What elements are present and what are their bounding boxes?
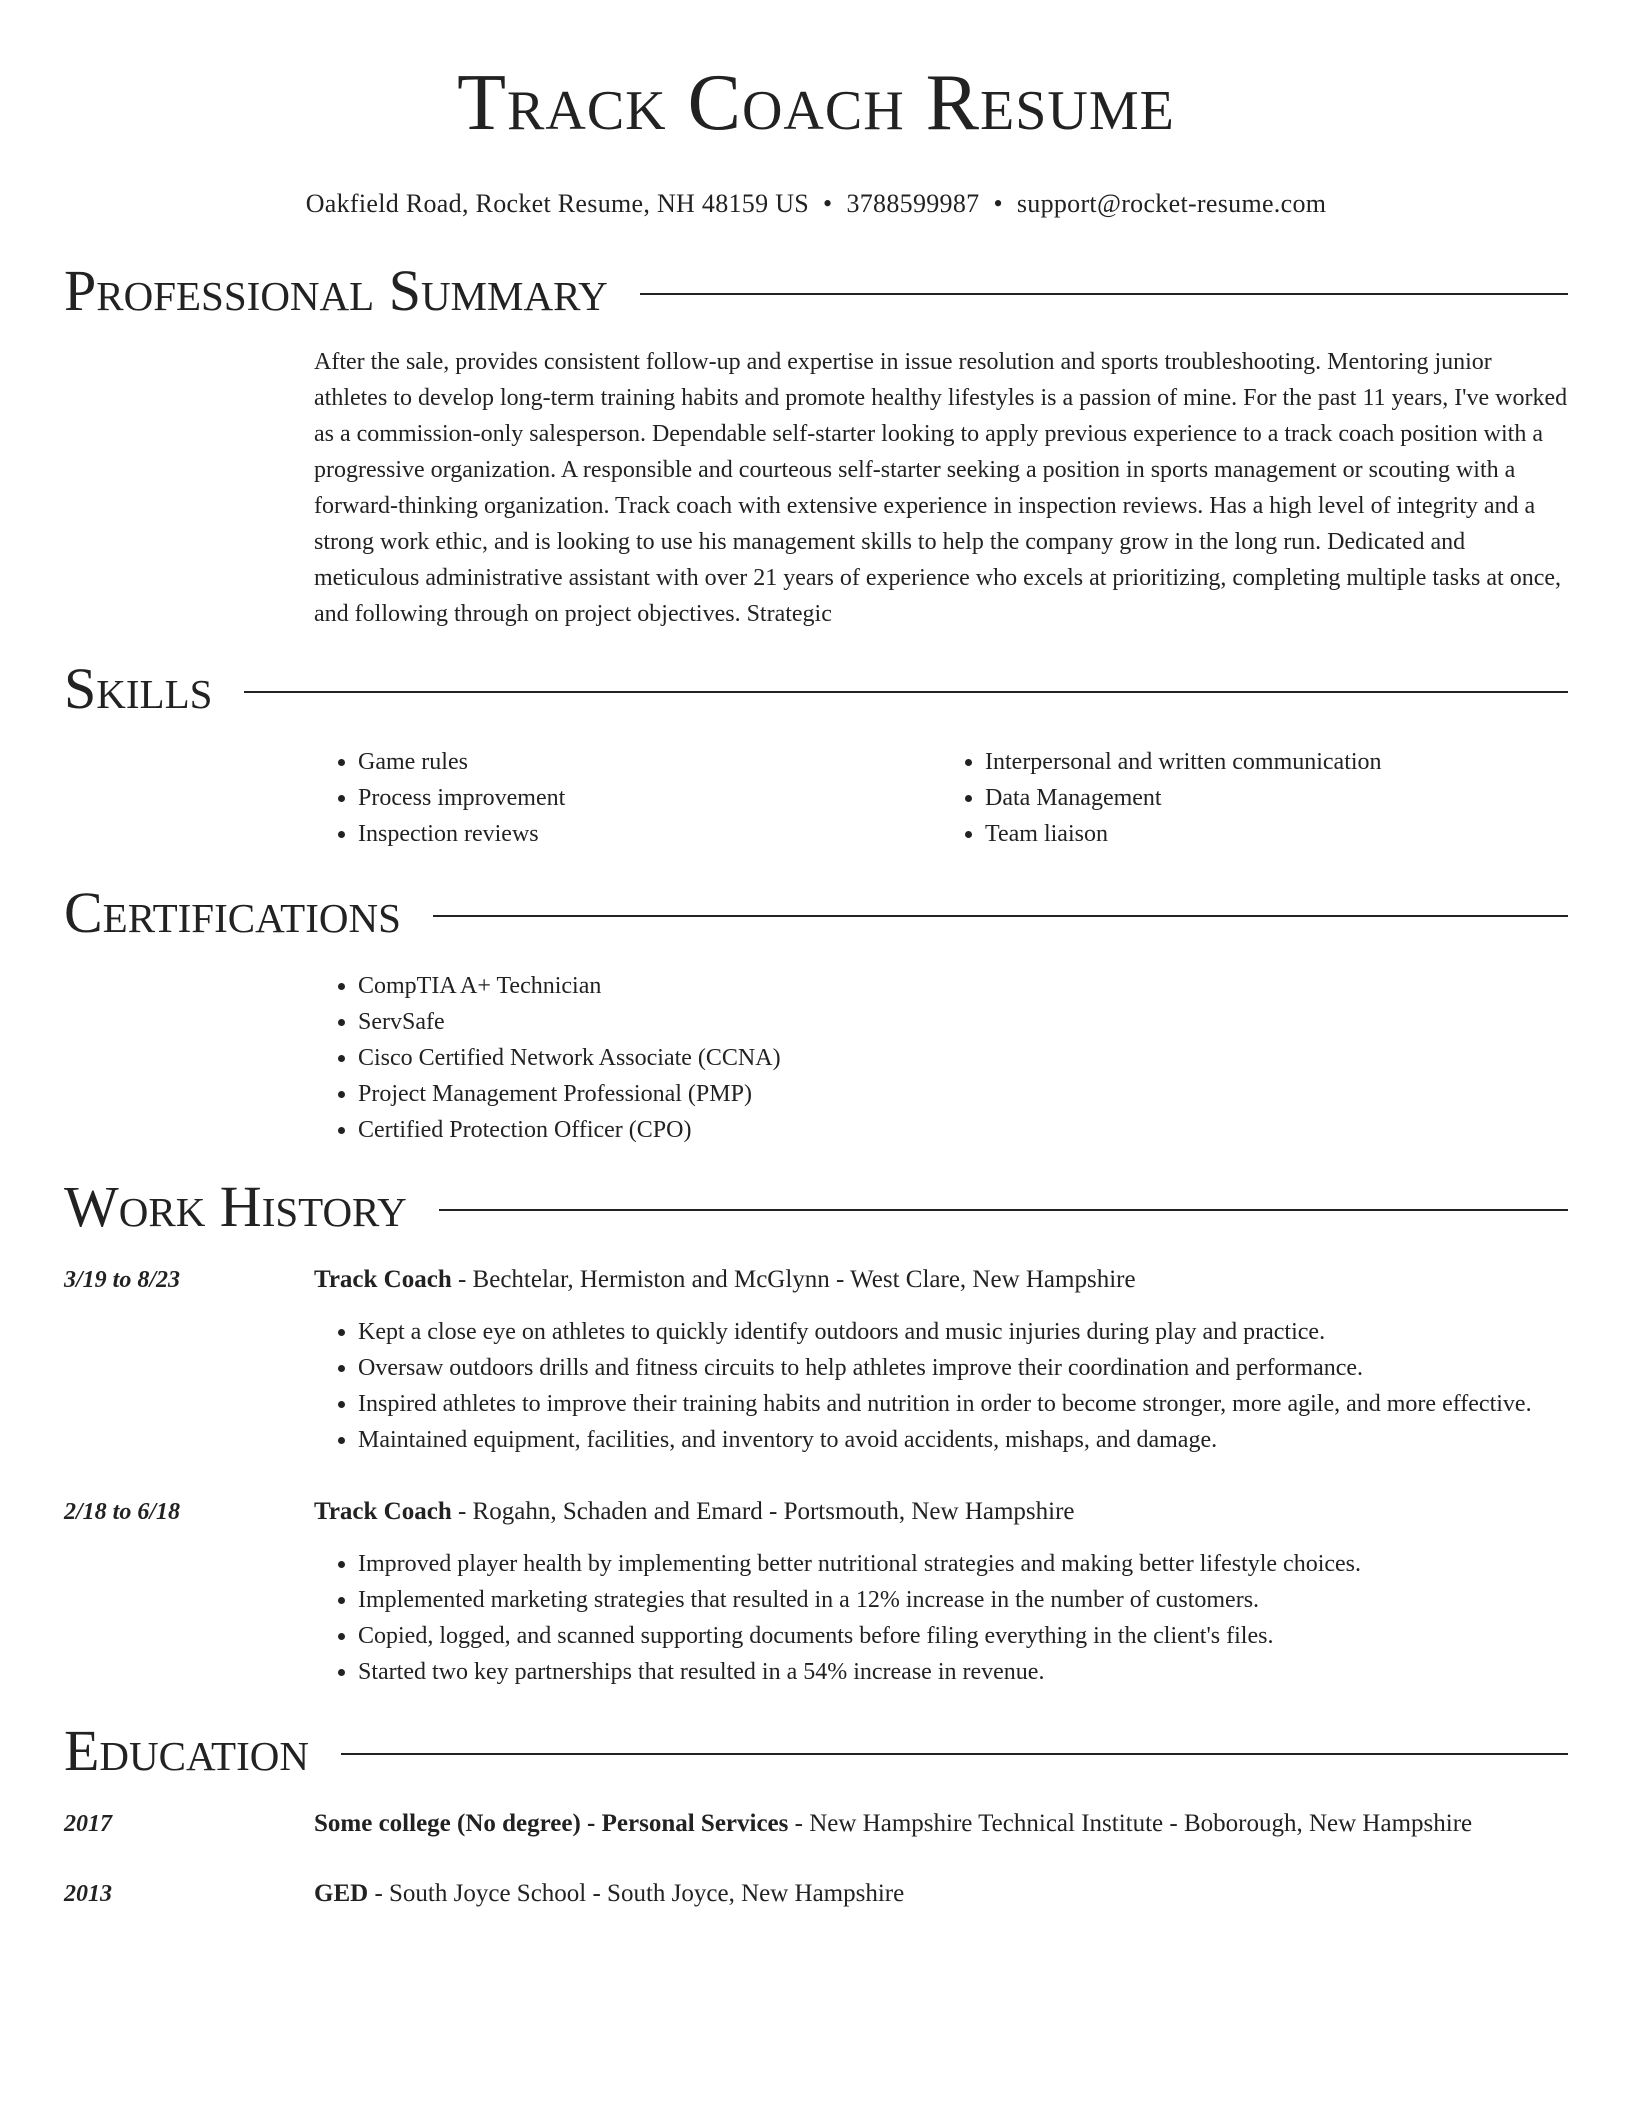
education-year: 2017 <box>64 1811 112 1837</box>
section-header <box>64 656 1568 722</box>
education-section <box>64 1718 1568 1912</box>
job-dates: 2/18 to 6/18 <box>64 1499 181 1525</box>
skill-item: • Interpersonal and written communication <box>985 744 1568 780</box>
contact-phone: 3788599987 <box>846 189 980 218</box>
contact-address: Oakfield Road, Rocket Resume, NH 48159 US <box>305 189 810 218</box>
job-bullet: • Started two key partnerships that resulted in a 54% increase in revenue. <box>358 1654 1568 1690</box>
job-bullet: • Inspired athletes to improve their training habits and nutrition in order to become stronger, more agile, and more effective. <box>358 1386 1568 1422</box>
job-bullet: • Oversaw outdoors drills and fitness circuits to help athletes improve their coordination and performance. <box>358 1350 1568 1386</box>
certification-item: • CompTIA A+ Technician <box>358 968 1568 1004</box>
skill-item: • Team liaison <box>985 816 1568 852</box>
skills-list-left <box>314 744 941 852</box>
skill-item: • Game rules <box>358 744 941 780</box>
contact-separator: • <box>823 189 833 218</box>
skill-item: • Process improvement <box>358 780 941 816</box>
summary-section <box>64 258 1568 632</box>
job-bullet: • Implemented marketing strategies that resulted in a 12% increase in the number of customers. <box>358 1582 1568 1618</box>
section-header <box>64 1174 1568 1240</box>
education-entry <box>64 1806 1568 1842</box>
contact-line <box>64 186 1568 222</box>
section-title-work-history: Work History <box>64 1174 407 1239</box>
section-divider <box>244 691 1568 693</box>
certification-item: • Cisco Certified Network Associate (CCNA) <box>358 1040 1568 1076</box>
certifications-list <box>314 968 1568 1148</box>
section-header <box>64 880 1568 946</box>
job-entry <box>64 1262 1568 1458</box>
education-degree: GED <box>314 1880 369 1907</box>
section-header <box>64 258 1568 324</box>
job-header <box>64 1262 1568 1298</box>
job-bullets <box>314 1314 1568 1458</box>
summary-text: After the sale, provides consistent follow-up and expertise in issue resolution and sports troubleshooting. Mentoring junior athletes to develop long-term training habits and promote healthy lifestyles is a passion of mine. For the past 11 years, I've worked as a commission-only salesperson. Dependable self-starter looking to apply previous experience to a track coach position with a progressive organization. A responsible and courteous self-starter seeking a position in sports management or scouting with a forward-thinking organization. Track coach with extensive experience in inspection reviews. Has a high level of integrity and a strong work ethic, and is looking to use his management skills to help the company grow in the long run. Dedicated and meticulous administrative assistant with over 21 years of experience who excels at prioritizing, completing multiple tasks at once, and following through on project objectives. Strategic <box>314 349 1568 627</box>
contact-email: support@rocket-resume.com <box>1016 189 1327 218</box>
job-employer: - Rogahn, Schaden and Emard - Portsmouth, New Hampshire <box>451 1498 1075 1525</box>
skills-grid <box>314 744 1568 852</box>
education-line <box>314 1876 904 1912</box>
job-bullet: • Copied, logged, and scanned supporting documents before filing everything in the client's files. <box>358 1618 1568 1654</box>
section-title-skills: Skills <box>64 656 213 721</box>
section-title-education: Education <box>64 1718 309 1783</box>
job-dates: 3/19 to 8/23 <box>64 1267 181 1293</box>
certification-item: • Certified Protection Officer (CPO) <box>358 1112 1568 1148</box>
job-title-line <box>314 1494 1075 1530</box>
resume-title: Track Coach Resume <box>457 59 1175 147</box>
section-title-summary: Professional Summary <box>64 258 608 323</box>
job-role: Track Coach <box>314 1498 452 1525</box>
section-divider <box>341 1753 1568 1755</box>
job-entry <box>64 1494 1568 1690</box>
certifications-section <box>64 880 1568 1148</box>
certification-item: • Project Management Professional (PMP) <box>358 1076 1568 1112</box>
section-divider <box>640 293 1568 295</box>
education-year: 2013 <box>64 1881 112 1907</box>
section-title-certifications: Certifications <box>64 880 401 945</box>
certification-item: • ServSafe <box>358 1004 1568 1040</box>
job-bullets <box>314 1546 1568 1690</box>
education-degree: Some college (No degree) - Personal Services <box>314 1810 789 1837</box>
skills-list-right <box>941 744 1568 852</box>
section-divider <box>439 1209 1568 1211</box>
work-history-section <box>64 1174 1568 1690</box>
education-line <box>314 1806 1472 1842</box>
education-entry <box>64 1876 1568 1912</box>
skill-item: • Inspection reviews <box>358 816 941 852</box>
job-header <box>64 1494 1568 1530</box>
skills-section <box>64 656 1568 852</box>
education-school: - New Hampshire Technical Institute - Boborough, New Hampshire <box>788 1810 1473 1837</box>
contact-separator: • <box>993 189 1003 218</box>
job-title-line <box>314 1262 1136 1298</box>
job-employer: - Bechtelar, Hermiston and McGlynn - West Clare, New Hampshire <box>451 1266 1136 1293</box>
section-header <box>64 1718 1568 1784</box>
job-role: Track Coach <box>314 1266 452 1293</box>
section-divider <box>433 915 1568 917</box>
job-bullet: • Maintained equipment, facilities, and inventory to avoid accidents, mishaps, and damage. <box>358 1422 1568 1458</box>
education-school: - South Joyce School - South Joyce, New Hampshire <box>368 1880 905 1907</box>
skill-item: • Data Management <box>985 780 1568 816</box>
job-bullet: • Improved player health by implementing better nutritional strategies and making better lifestyle choices. <box>358 1546 1568 1582</box>
job-bullet: • Kept a close eye on athletes to quickly identify outdoors and music injuries during play and practice. <box>358 1314 1568 1350</box>
